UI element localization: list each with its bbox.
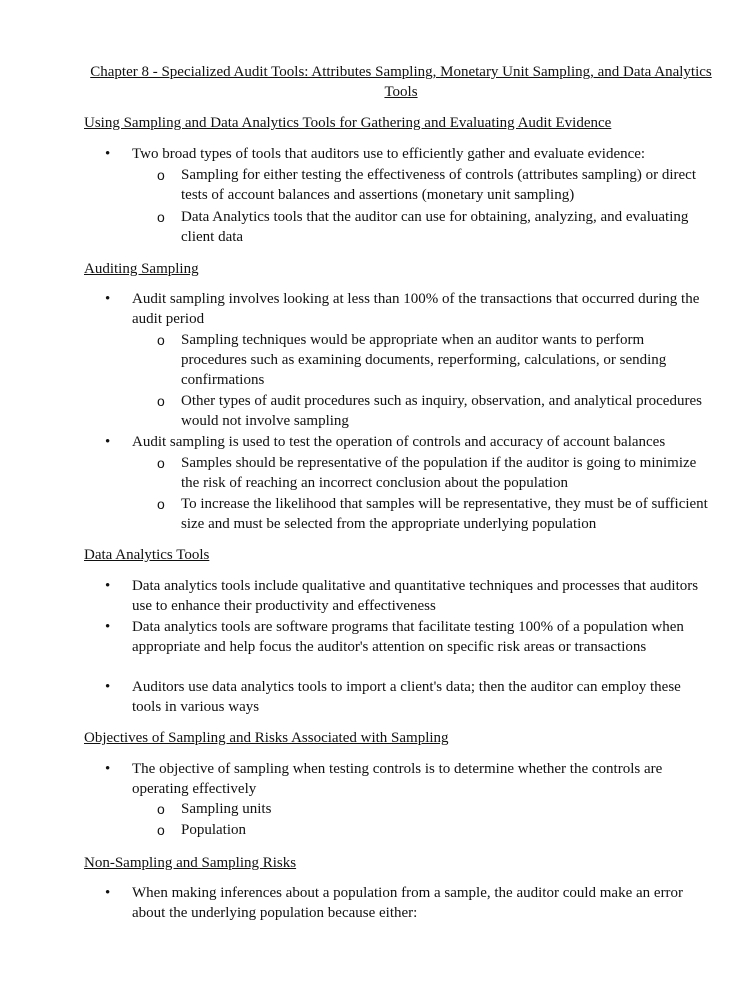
bullet-item: • Audit sampling involves looking at less than 100% of the transactions that occurred during the audit period — [132, 289, 712, 329]
page-title: Chapter 8 - Specialized Audit Tools: Attributes Sampling, Monetary Unit Sampling, and Data Analytics Tools — [90, 64, 712, 100]
section-heading: Data Analytics Tools — [84, 547, 210, 563]
sub-bullet-item: o Sampling techniques would be appropriate when an auditor wants to perform procedures such as examining documents, reperforming, calculations, or sending confirmations — [181, 330, 711, 390]
sub-bullet-item: o Data Analytics tools that the auditor can use for obtaining, analyzing, and evaluating client data — [181, 207, 711, 247]
bullet-item: • The objective of sampling when testing controls is to determine whether the controls are operating effectively — [132, 759, 712, 799]
section-heading: Using Sampling and Data Analytics Tools for Gathering and Evaluating Audit Evidence — [84, 115, 612, 131]
bullet-item: • Two broad types of tools that auditors use to efficiently gather and evaluate evidence: — [132, 144, 712, 164]
section-heading: Non-Sampling and Sampling Risks — [84, 855, 297, 871]
sub-bullet-item: o Population — [181, 820, 711, 840]
bullet-item: • Data analytics tools are software programs that facilitate testing 100% of a population when appropriate and help focus the auditor's attention on specific risk areas or transactions — [132, 617, 712, 657]
sub-bullet-item: o Sampling units — [181, 799, 711, 819]
bullet-item: • Audit sampling is used to test the operation of controls and accuracy of account balances — [132, 432, 722, 452]
bullet-item: • Auditors use data analytics tools to import a client's data; then the auditor can employ these tools in various ways — [132, 677, 712, 717]
sub-bullet-item: o Samples should be representative of the population if the auditor is going to minimize the risk of reaching an incorrect conclusion about the population — [181, 453, 711, 493]
sub-bullet-item: o To increase the likelihood that samples will be representative, they must be of sufficient size and must be selected from the appropriate underlying population — [181, 494, 711, 534]
sub-bullet-item: o Other types of audit procedures such as inquiry, observation, and analytical procedures would not involve sampling — [181, 391, 711, 431]
bullet-item: • When making inferences about a population from a sample, the auditor could make an error about the underlying population because either: — [132, 883, 712, 923]
section-heading: Auditing Sampling — [84, 261, 199, 277]
sub-bullet-item: o Sampling for either testing the effectiveness of controls (attributes sampling) or direct tests of account balances and assertions (monetary unit sampling) — [181, 165, 711, 205]
bullet-item: • Data analytics tools include qualitative and quantitative techniques and processes that auditors use to enhance their productivity and effectiveness — [132, 576, 712, 616]
section-heading: Objectives of Sampling and Risks Associated with Sampling — [84, 730, 449, 746]
